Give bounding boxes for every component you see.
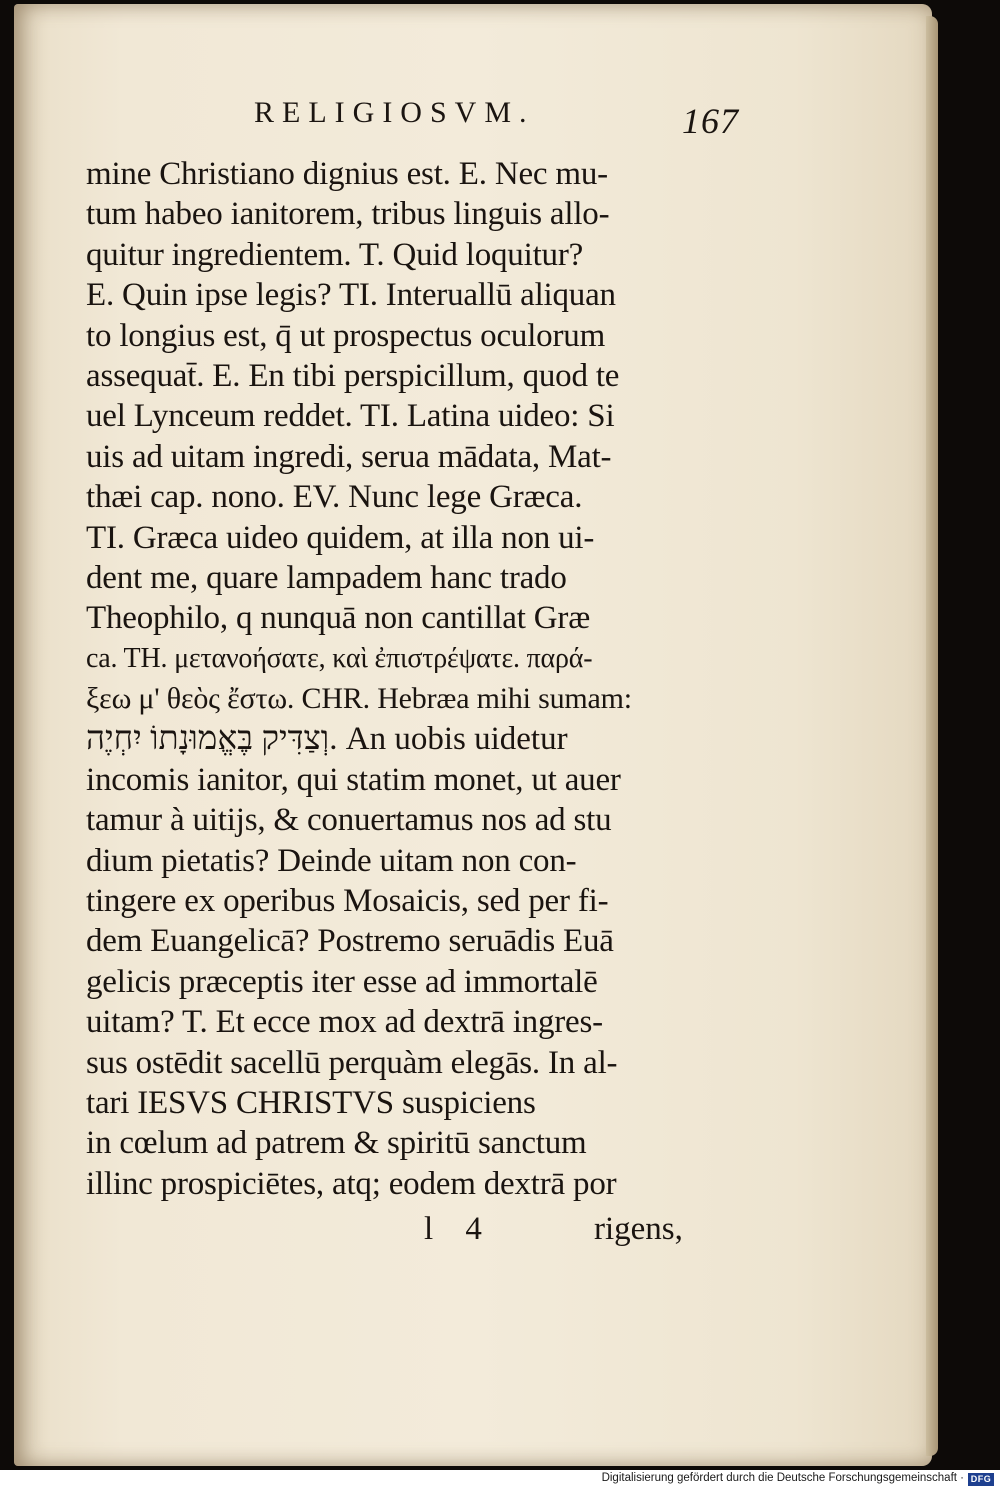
text-line: tari IESVS CHRISTVS suspiciens [86,1084,536,1121]
text-line: TI. Græca uideo quidem, at illa non ui- [86,519,595,556]
text-line: incomis ianitor, qui statim monet, ut auer [86,761,621,798]
text-line: mine Christiano dignius est. E. Nec mu- [86,156,608,192]
text-line: uitam? T. Et ecce mox ad dextrā ingres- [86,1004,603,1041]
text-line: gelicis præceptis iter esse ad immortalē [86,963,598,1000]
text-line: Theophilo, q nunquā non cantillat Græ [86,600,591,637]
text-line: illinc prospiciētes, atq; eodem dextrā por [86,1165,617,1202]
catchword: rigens, [594,1211,683,1247]
text-line: sus ostēdit sacellū perquàm elegās. In al- [86,1044,618,1081]
text-line: dent me, quare lampadem hanc trado [86,559,567,596]
text-block [86,154,726,1204]
page-number: 167 [682,101,739,141]
text-line: uel Lynceum reddet. TI. Latina uideo: Si [86,398,615,435]
text-line: tum habeo ianitorem, tribus linguis allo- [86,196,610,233]
text-line: thæi cap. nono. EV. Nunc lege Græca. [86,479,583,516]
book-page [14,4,932,1466]
running-head: RELIGIOSVM. [254,96,535,129]
text-line: quitur ingredientem. T. Quid loquitur? [86,236,584,273]
text-line: E. Quin ipse legis? TI. Interuallū aliquan [86,277,616,314]
text-line: to longius est, q̄ ut prospectus oculorum [86,317,606,354]
footer-bar [0,1470,1000,1490]
text-line: tingere ex operibus Mosaicis, sed per fi- [86,883,609,920]
text-line: tamur à uitijs, & conuertamus nos ad stu [86,802,612,839]
text-line: dem Euangelicā? Postremo seruādis Euā [86,923,614,960]
hebrew-text-line: וְצַדִּיק בֶּאֱמוּנָתוֹ יִחְיֶה. An uobis uidetur [86,721,568,758]
text-line: dium pietatis? Deinde uitam non con- [86,842,577,879]
text-line: uis ad uitam ingredi, serua mādata, Mat- [86,438,612,475]
signature-line [86,1209,726,1249]
text-line: assequat̄. E. En tibi perspicillum, quod te [86,357,620,394]
dfg-logo: DFG [968,1473,994,1486]
greek-text-line: ca. TH. μετανοήσατε, καὶ ἐπιστρέψατε. παρά- [86,642,593,674]
page-edge [926,16,938,1456]
text-line: in cœlum ad patrem & spiritū sanctum [86,1125,587,1162]
signature-mark: l 4 [424,1211,494,1247]
greek-text-line: ξεω μ' θεὸς ἔστω. CHR. Hebræa mihi sumam: [86,682,632,716]
funding-credit: Digitalisierung gefördert durch die Deutsche Forschungsgemeinschaft · [601,1472,964,1484]
